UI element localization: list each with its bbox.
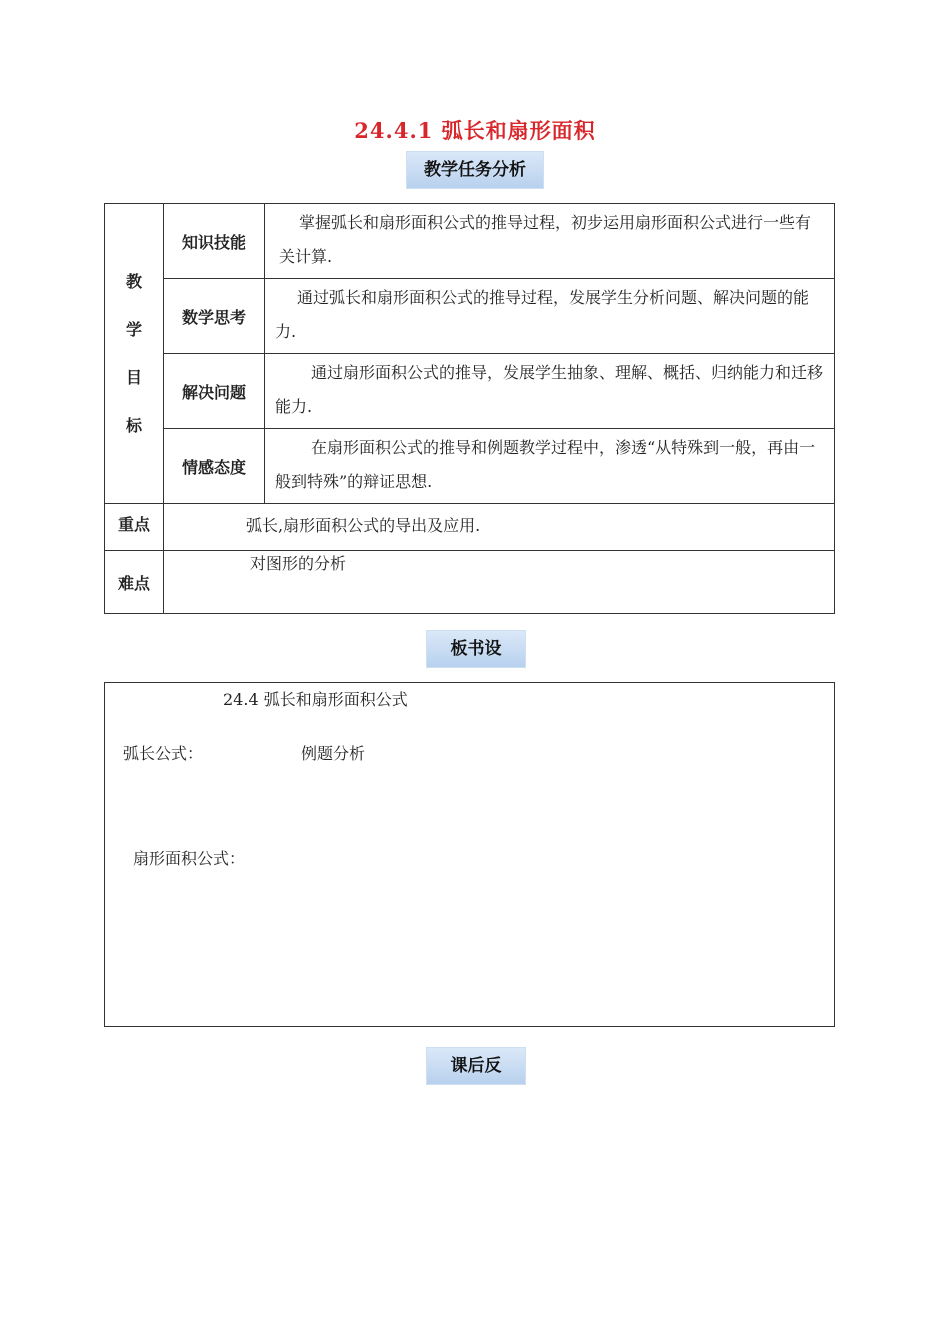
goal-text-problem-solving: 通过扇形面积公式的推导，发展学生抽象、理解、概括、归纳能力和迁移能力.	[265, 354, 835, 429]
key-point-text: 弧长,扇形面积公式的导出及应用.	[164, 504, 835, 551]
goal-row-knowledge	[105, 204, 835, 279]
section-label-task-analysis: 教学任务分析	[406, 151, 544, 189]
key-point-row	[105, 504, 835, 551]
difficulty-row	[105, 551, 835, 614]
teaching-goals-label	[105, 204, 164, 504]
goal-label-char: 目	[125, 367, 142, 387]
goal-text-knowledge: 掌握弧长和扇形面积公式的推导过程，初步运用扇形面积公式进行一些有关计算.	[265, 204, 835, 279]
goal-text-attitude: 在扇形面积公式的推导和例题教学过程中，渗透“从特殊到一般，再由一般到特殊”的辩证思想.	[265, 429, 835, 504]
section-label-reflection: 课后反	[426, 1047, 526, 1085]
board-example: 例题分析	[301, 744, 366, 763]
board-sector-formula: 扇形面积公式：	[133, 849, 246, 868]
goal-label-char: 标	[125, 415, 142, 435]
goal-row-thinking	[105, 279, 835, 354]
goal-row-attitude	[105, 429, 835, 504]
board-arc-formula: 弧长公式：	[123, 744, 204, 763]
goal-label-thinking: 数学思考	[164, 279, 265, 354]
goal-label-knowledge: 知识技能	[164, 204, 265, 279]
page-title: 24.4.1 弧长和扇形面积	[354, 118, 596, 143]
goals-table	[104, 203, 835, 614]
goal-row-problem-solving	[105, 354, 835, 429]
goal-text-thinking: 通过弧长和扇形面积公式的推导过程，发展学生分析问题、解决问题的能力.	[265, 279, 835, 354]
goal-label-char: 学	[125, 319, 142, 339]
difficulty-label: 难点	[105, 551, 164, 614]
goal-label-char: 教	[125, 271, 142, 291]
goal-label-attitude: 情感态度	[164, 429, 265, 504]
goal-label-problem-solving: 解决问题	[164, 354, 265, 429]
key-point-label: 重点	[105, 504, 164, 551]
board-heading: 24.4 弧长和扇形面积公式	[223, 690, 408, 709]
section-label-board-design: 板书设	[426, 630, 526, 668]
difficulty-text: 对图形的分析	[164, 551, 835, 614]
board-design-box	[104, 682, 835, 1027]
